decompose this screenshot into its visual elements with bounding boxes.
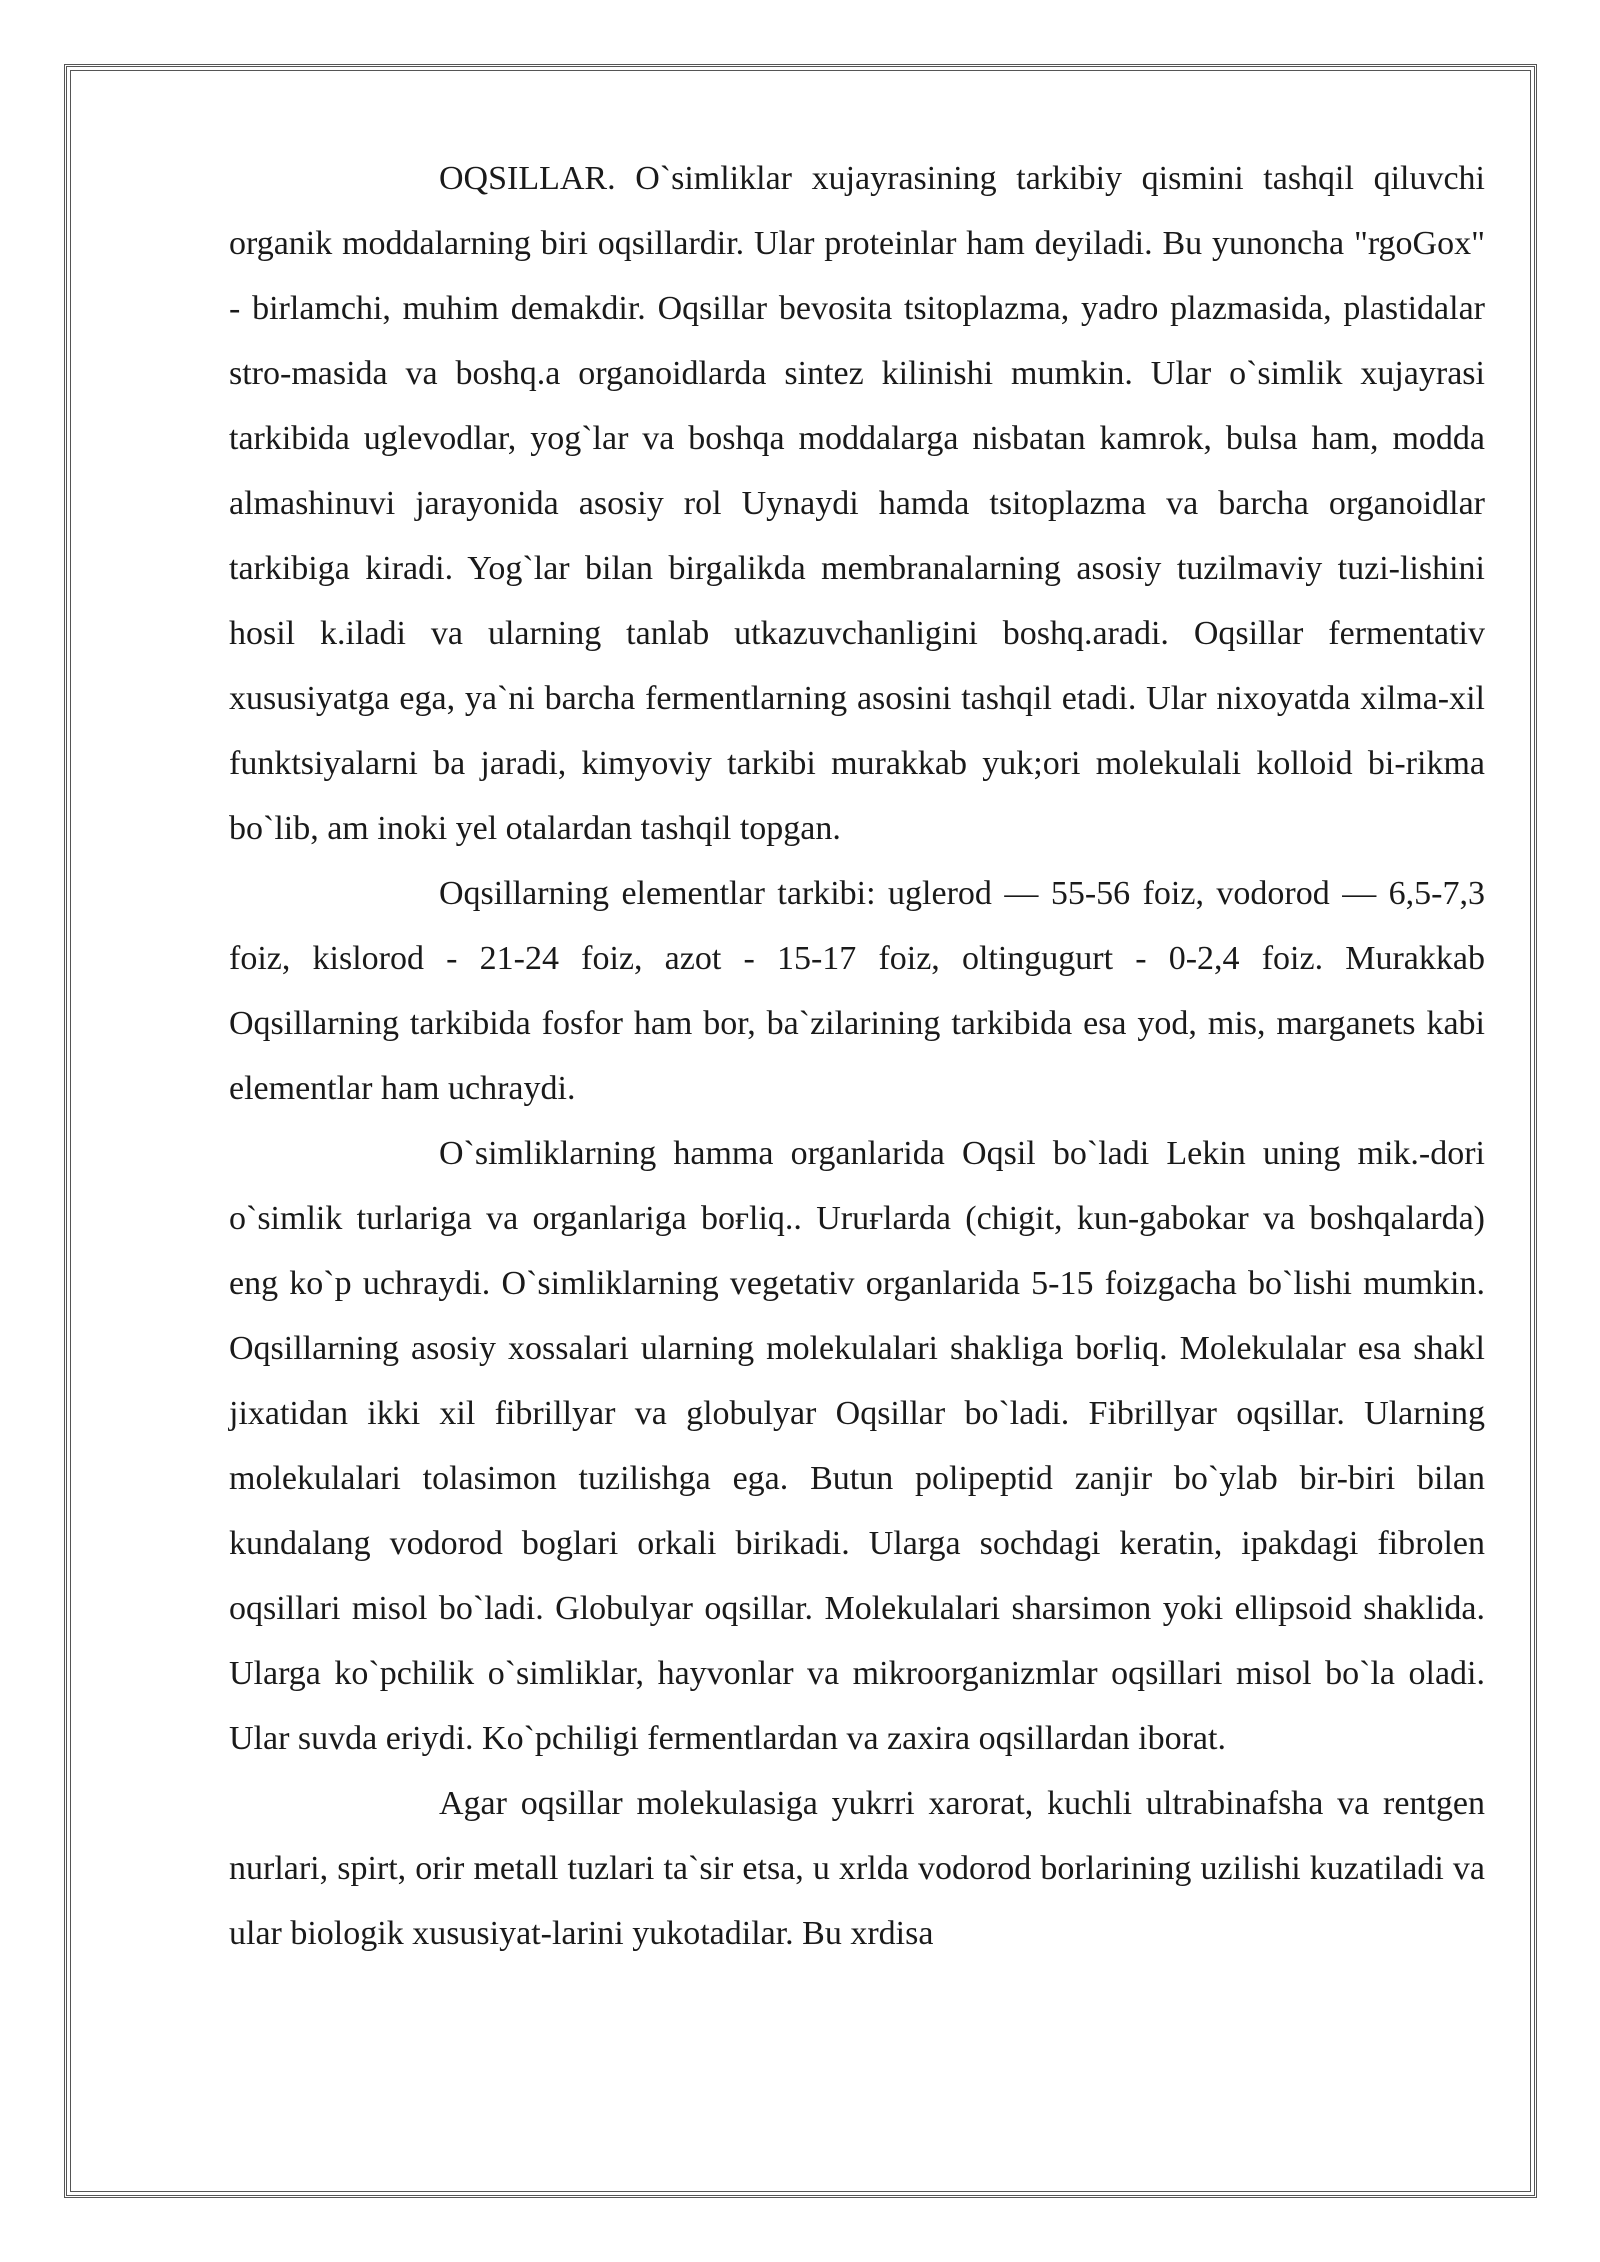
- paragraph-elemental-composition: Oqsillarning elementlar tarkibi: uglerod — 55-56 foiz, vodorod — 6,5-7,3 foiz, kislorod - 21-24 foiz, azot - 15-17 foiz, oltingugurt - 0-2,4 foiz. Murakkab Oqsillarning tarkibida fosfor ham bor, ba`zilarining tarkibida esa yod, mis, marganets kabi elementlar ham uchraydi.: [229, 875, 1485, 1107]
- paragraph-protein-types: O`simliklarning hamma organlarida Oqsil bo`ladi Lekin uning mik.-dori o`simlik turlariga va organlariga boғliq.. Uruғlarda (chigit, kun-gabokar va boshqalarda) eng ko`p uchraydi. O`simliklarning vegetativ organlarida 5-15 foizgacha bo`lishi mumkin. Oqsillarning asosiy xossalari ularning molekulalari shakliga boғliq. Molekulalar esa shakl jixatidan ikki xil fibrillyar va globulyar Oqsillar bo`ladi. Fibrillyar oqsillar. Ularning molekulalari tolasimon tuzilishga ega. Butun polipeptid zanjir bo`ylab bir-biri bilan kundalang vodorod boglari orkali birikadi. Ularga sochdagi keratin, ipakdagi fibrolen oqsillari misol bo`ladi. Globulyar oqsillar. Molekulalari sharsimon yoki ellipsoid shaklida. Ularga ko`pchilik o`simliklar, hayvonlar va mikroorganizmlar oqsillari misol bo`la oladi. Ular suvda eriydi. Ko`pchiligi fermentlardan va zaxira oqsillardan iborat.: [229, 1135, 1485, 1757]
- paragraph-oqsillar-intro: OQSILLAR. O`simliklar xujayrasining tarkibiy qismini tashqil qiluvchi organik moddalarning biri oqsillardir. Ular proteinlar ham deyiladi. Bu yunoncha "rgoGox" - birlamchi, muhim demakdir. Oqsillar bevosita tsitoplazma, yadro plazmasida, plastidalar stro-masida va boshq.a organoidlarda sintez kilinishi mumkin. Ular o`simlik xujayrasi tarkibida uglevodlar, yog`lar va boshqa moddalarga nisbatan kamrok, bulsa ham, modda almashinuvi jarayonida asosiy rol Uynaydi hamda tsitoplazma va barcha organoidlar tarkibiga kiradi. Yog`lar bilan birgalikda membranalarning asosiy tuzilmaviy tuzi-lishini hosil k.iladi va ularning tanlab utkazuvchanligini boshq.aradi. Oqsillar fermentativ xususiyatga ega, ya`ni barcha fermentlarning asosini tashqil etadi. Ular nixoyatda xilma-xil funktsiyalarni ba jaradi, kimyoviy tarkibi murakkab yuk;ori molekulali kolloid bi-rikma bo`lib, am inoki yel otalardan tashqil topgan.: [229, 160, 1485, 847]
- paragraph-denaturation: Agar oqsillar molekulasiga yukrri xarorat, kuchli ultrabinafsha va rentgen nurlari, spirt, orir metall tuzlari ta`sir etsa, u xrlda vodorod borlarining uzilishi kuzatiladi va ular biologik xususiyat-larini yukotadilar. Bu xrdisa: [229, 1785, 1485, 1952]
- document-body: [229, 146, 1485, 1966]
